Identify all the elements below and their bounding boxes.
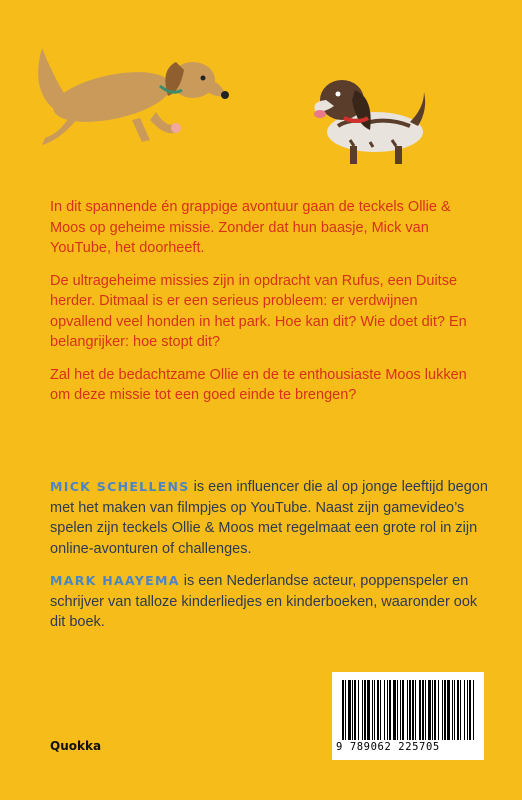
barcode-bar bbox=[457, 680, 459, 740]
barcode-bar bbox=[438, 680, 439, 740]
author-name: MARK HAAYEMA bbox=[50, 573, 180, 588]
barcode-bar bbox=[434, 680, 436, 740]
barcode-bar bbox=[348, 680, 351, 740]
barcode-bar bbox=[345, 680, 346, 740]
barcode-bar bbox=[402, 680, 404, 740]
barcode-bar bbox=[342, 680, 344, 740]
isbn-number: 9 789062 225705 bbox=[336, 741, 440, 753]
barcode-bar bbox=[397, 680, 398, 740]
running-dachshund-illustration bbox=[38, 48, 229, 145]
dogs-illustration bbox=[0, 0, 522, 185]
barcode-bar bbox=[452, 680, 453, 740]
barcode-bar bbox=[364, 680, 366, 740]
barcode-bar bbox=[467, 680, 468, 740]
author-bio bbox=[50, 571, 490, 633]
author-bio-text: is een influencer die al op jonge leeftijd begon met het maken van filmpjes op YouTube. Naast zijn gamevideo’s spelen zijn teckels Ollie & Moos met regelmaat een grote rol in zijn online-avonturen of challenges. bbox=[50, 479, 488, 557]
barcode-bar bbox=[454, 680, 455, 740]
barcode-bar bbox=[415, 680, 416, 740]
barcode-bar bbox=[384, 680, 385, 740]
blurb-paragraph: Zal het de bedachtzame Ollie en de te enthousiaste Moos lukken om deze missie tot een goed einde te brengen? bbox=[50, 366, 467, 403]
barcode-bar bbox=[367, 680, 370, 740]
barcode-bar bbox=[362, 680, 363, 740]
barcode-bar bbox=[422, 680, 424, 740]
barcode-bar bbox=[447, 680, 450, 740]
publisher-logo: Quokka bbox=[50, 739, 102, 753]
barcode-bar bbox=[469, 680, 471, 740]
barcode-bar bbox=[464, 680, 465, 740]
barcode-bar bbox=[407, 680, 408, 740]
author-bio-text: is een Nederlandse acteur, poppenspeler en schrijver van talloze kinderliedjes en kinderboeken, waaronder ook dit boek. bbox=[50, 573, 478, 630]
author-bios bbox=[50, 477, 490, 645]
barcode-bar bbox=[387, 680, 388, 740]
barcode-bar bbox=[380, 680, 381, 740]
barcode-bar bbox=[354, 680, 356, 740]
barcode-bar bbox=[444, 680, 446, 740]
back-cover-blurb bbox=[50, 197, 470, 418]
barcode-box bbox=[332, 672, 484, 760]
barcode-bar bbox=[377, 680, 379, 740]
author-bio bbox=[50, 477, 490, 559]
barcode-bar bbox=[425, 680, 426, 740]
barcode-bar bbox=[428, 680, 431, 740]
barcode-bar bbox=[358, 680, 359, 740]
barcode-bar bbox=[389, 680, 391, 740]
barcode-bar bbox=[352, 680, 353, 740]
barcode-bar bbox=[374, 680, 375, 740]
barcode-bar bbox=[409, 680, 411, 740]
barcode-bar bbox=[442, 680, 443, 740]
wirehaired-dachshund-illustration bbox=[314, 80, 425, 164]
author-name: MICK SCHELLENS bbox=[50, 479, 190, 494]
barcode-bar bbox=[419, 680, 421, 740]
barcode-bar bbox=[412, 680, 414, 740]
blurb-paragraph: De ultrageheime missies zijn in opdracht van Rufus, een Duitse herder. Ditmaal is er een serieus probleem: er verdwijnen opvallend veel honden in het park. Hoe kan dit? Wie doet dit? En belangrijker: hoe stopt dit? bbox=[50, 272, 467, 350]
barcode-bar bbox=[432, 680, 433, 740]
barcode-bar bbox=[473, 680, 474, 740]
barcode-bar bbox=[460, 680, 461, 740]
barcode-bar bbox=[393, 680, 396, 740]
barcode-bar bbox=[372, 680, 373, 740]
barcode bbox=[342, 680, 474, 740]
blurb-paragraph: In dit spannende én grappige avontuur gaan de teckels Ollie & Moos op geheime missie. Zonder dat hun baasje, Mick van YouTube, het doorheeft. bbox=[50, 199, 451, 256]
barcode-bar bbox=[400, 680, 401, 740]
